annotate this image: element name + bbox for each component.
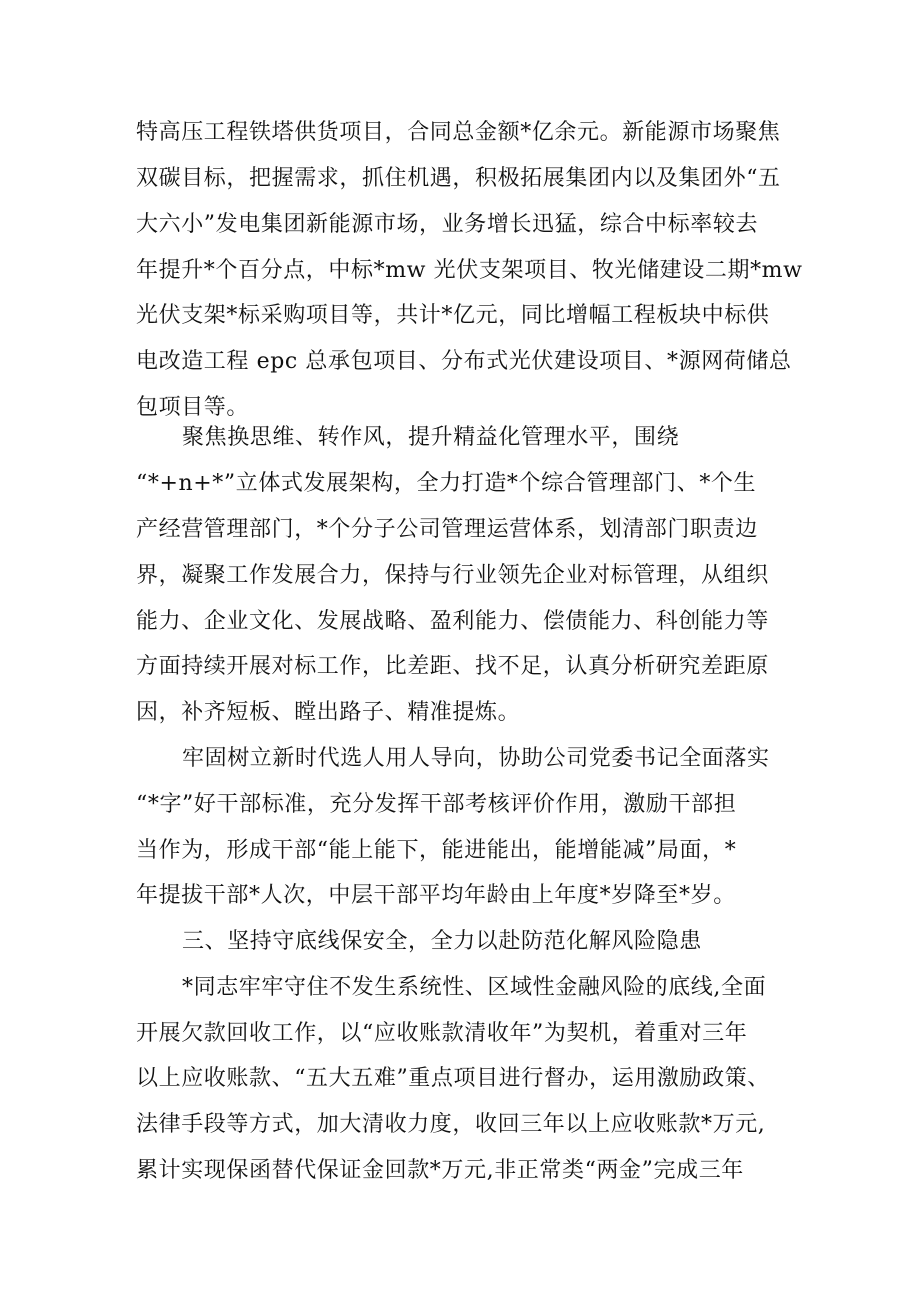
text-line: 大六小”发电集团新能源市场，业务增长迅猛，综合中标率较去 bbox=[136, 212, 759, 237]
text-line: 年提升*个百分点，中标*mw 光伏支架项目、牧光储建设二期*mw bbox=[136, 258, 803, 283]
text-line: 法律手段等方式，加大清收力度，收回三年以上应收账款*万元, bbox=[136, 1112, 766, 1137]
text-line: 电改造工程 epc 总承包项目、分布式光伏建设项目、*源网荷储总 bbox=[136, 349, 792, 374]
text-line: 当作为，形成干部“能上能下，能进能出，能增能减”局面，* bbox=[136, 838, 737, 863]
text-line: 能力、企业文化、发展战略、盈利能力、偿债能力、科创能力等 bbox=[136, 609, 769, 634]
text-line: 特高压工程铁塔供货项目，合同总金额*亿余元。新能源市场聚焦 bbox=[136, 120, 781, 145]
text-line: 光伏支架*标采购项目等，共计*亿元，同比增幅工程板块中标供 bbox=[136, 303, 770, 328]
paragraph-first-line: 牢固树立新时代选人用人导向，协助公司党委书记全面落实 bbox=[182, 746, 770, 771]
text-line: “*+n+*”立体式发展架构，全力打造*个综合管理部门、*个生 bbox=[136, 471, 757, 496]
text-line: 开展欠款回收工作，以“应收账款清收年”为契机，着重对三年 bbox=[136, 1021, 748, 1046]
text-line: 包项目等。 bbox=[136, 395, 250, 420]
text-line: 累计实现保函替代保证金回款*万元,非正常类“两金”完成三年 bbox=[136, 1158, 744, 1183]
text-line: 因，补齐短板、瞠出路子、精准提炼。 bbox=[136, 700, 521, 725]
text-line: 双碳目标，把握需求，抓住机遇，积极拓展集团内以及集团外“五 bbox=[136, 166, 781, 191]
section-heading: 三、坚持守底线保安全，全力以赴防范化解风险隐患 bbox=[182, 929, 702, 954]
text-line: “*字”好干部标准，充分发挥干部考核评价作用，激励干部担 bbox=[136, 792, 737, 817]
text-line: 产经营管理部门，*个分子公司管理运营体系，划清部门职责边 bbox=[136, 517, 758, 542]
paragraph-first-line: *同志牢牢守住不发生系统性、区域性金融风险的底线,全面 bbox=[182, 975, 767, 1000]
paragraph-first-line: 聚焦换思维、转作风，提升精益化管理水平，围绕 bbox=[182, 425, 680, 450]
text-line: 界，凝聚工作发展合力，保持与行业领先企业对标管理，从组织 bbox=[136, 563, 769, 588]
text-line: 方面持续开展对标工作，比差距、找不足，认真分析研究差距原 bbox=[136, 654, 769, 679]
text-line: 年提拔干部*人次，中层干部平均年龄由上年度*岁降至*岁。 bbox=[136, 883, 736, 908]
text-line: 以上应收账款、“五大五难”重点项目进行督办，运用激励政策、 bbox=[136, 1066, 770, 1091]
